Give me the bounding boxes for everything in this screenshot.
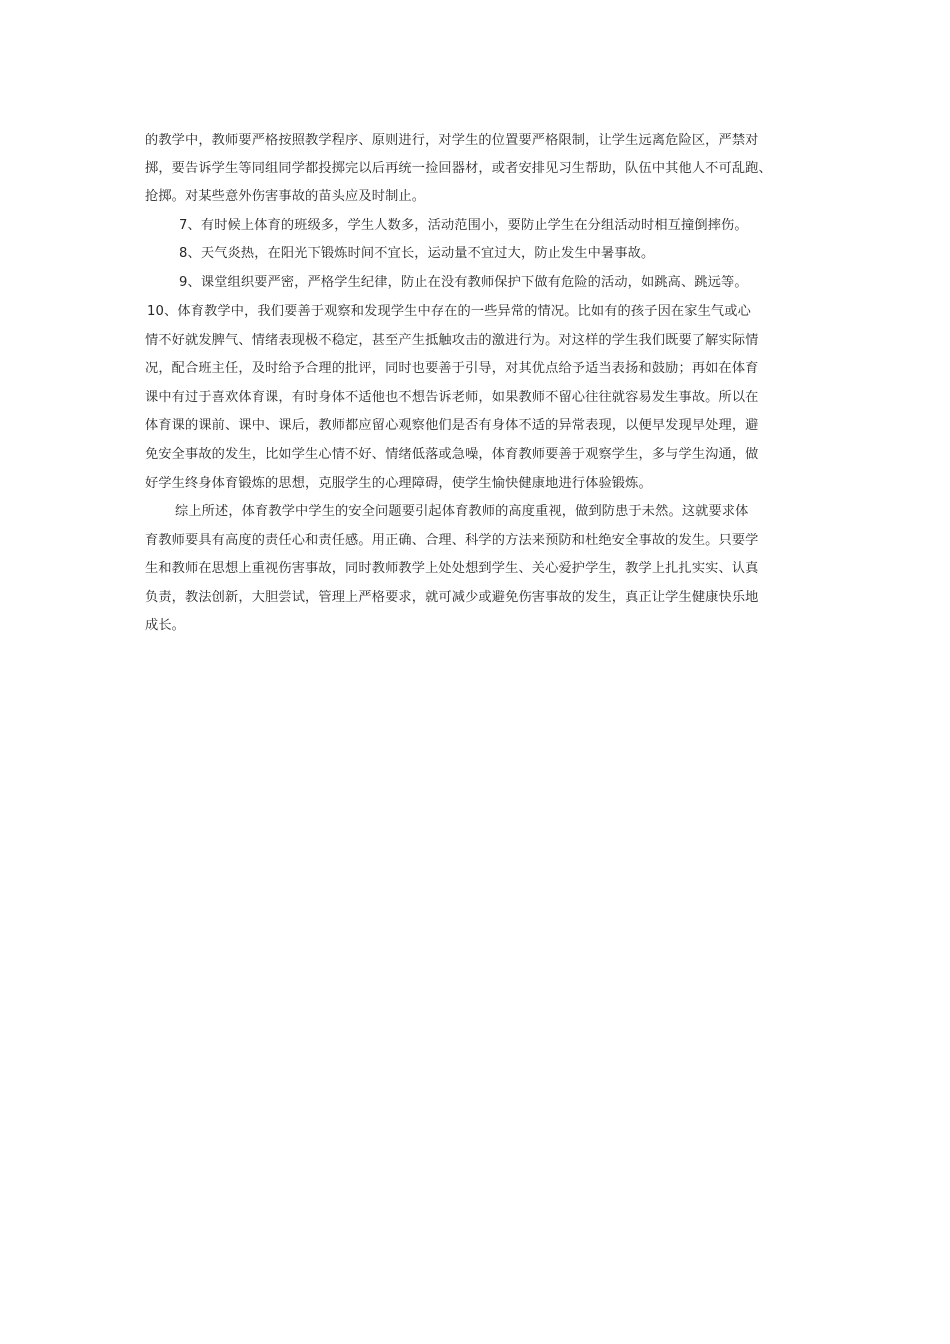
text-line: 成长。 [145, 618, 186, 633]
text-line: 体育课的课前、课中、课后，教师都应留心观察他们是否有身体不适的异常表现，以便早发现早处理，避 [145, 418, 759, 433]
text-line: 掷，要告诉学生等同组同学都投掷完以后再统一捡回器材，或者安排见习生帮助，队伍中其他人不可乱跑、 [145, 161, 772, 176]
text-line: 况，配合班主任，及时给予合理的批评，同时也要善于引导，对其优点给予适当表扬和鼓励；再如在体育 [145, 361, 759, 376]
text-line: 免安全事故的发生，比如学生心情不好、情绪低落或急噪，体育教师要善于观察学生，多与学生沟通，做 [145, 447, 759, 462]
text-line: 生和教师在思想上重视伤害事故，同时教师教学上处处想到学生、关心爱护学生，教学上扎扎实实、认真 [145, 561, 759, 576]
text-line: 好学生终身体育锻炼的思想，克服学生的心理障碍，使学生愉快健康地进行体验锻炼。 [145, 476, 652, 491]
text-line: 8、天气炎热，在阳光下锻炼时间不宜长，运动量不宜过大，防止发生中暑事故。 [179, 246, 655, 261]
text-line: 的教学中，教师要严格按照教学程序、原则进行，对学生的位置要严格限制，让学生远离危险区，严禁对 [145, 133, 759, 148]
text-line: 负责，教法创新，大胆尝试，管理上严格要求，就可减少或避免伤害事故的发生，真正让学生健康快乐地 [145, 590, 759, 605]
text-line: 9、课堂组织要严密，严格学生纪律，防止在没有教师保护下做有危险的活动，如跳高、跳远等。 [179, 275, 748, 290]
text-line: 抢掷。对某些意外伤害事故的苗头应及时制止。 [145, 189, 426, 204]
text-line: 情不好就发脾气、情绪表现极不稳定，甚至产生抵触攻击的激进行为。对这样的学生我们既要了解实际情 [145, 333, 759, 348]
text-line: 7、有时候上体育的班级多，学生人数多，活动范围小，要防止学生在分组活动时相互撞倒摔伤。 [179, 218, 748, 233]
text-line: 10、体育教学中，我们要善于观察和发现学生中存在的一些异常的情况。比如有的孩子因在家生气或心 [147, 304, 751, 319]
text-line: 课中有过于喜欢体育课，有时身体不适他也不想告诉老师，如果教师不留心往往就容易发生事故。所以在 [145, 390, 759, 405]
text-line: 综上所述，体育教学中学生的安全问题要引起体育教师的高度重视，做到防患于未然。这就要求体 [175, 504, 749, 519]
text-line: 育教师要具有高度的责任心和责任感。用正确、合理、科学的方法来预防和杜绝安全事故的发生。只要学 [145, 533, 759, 548]
